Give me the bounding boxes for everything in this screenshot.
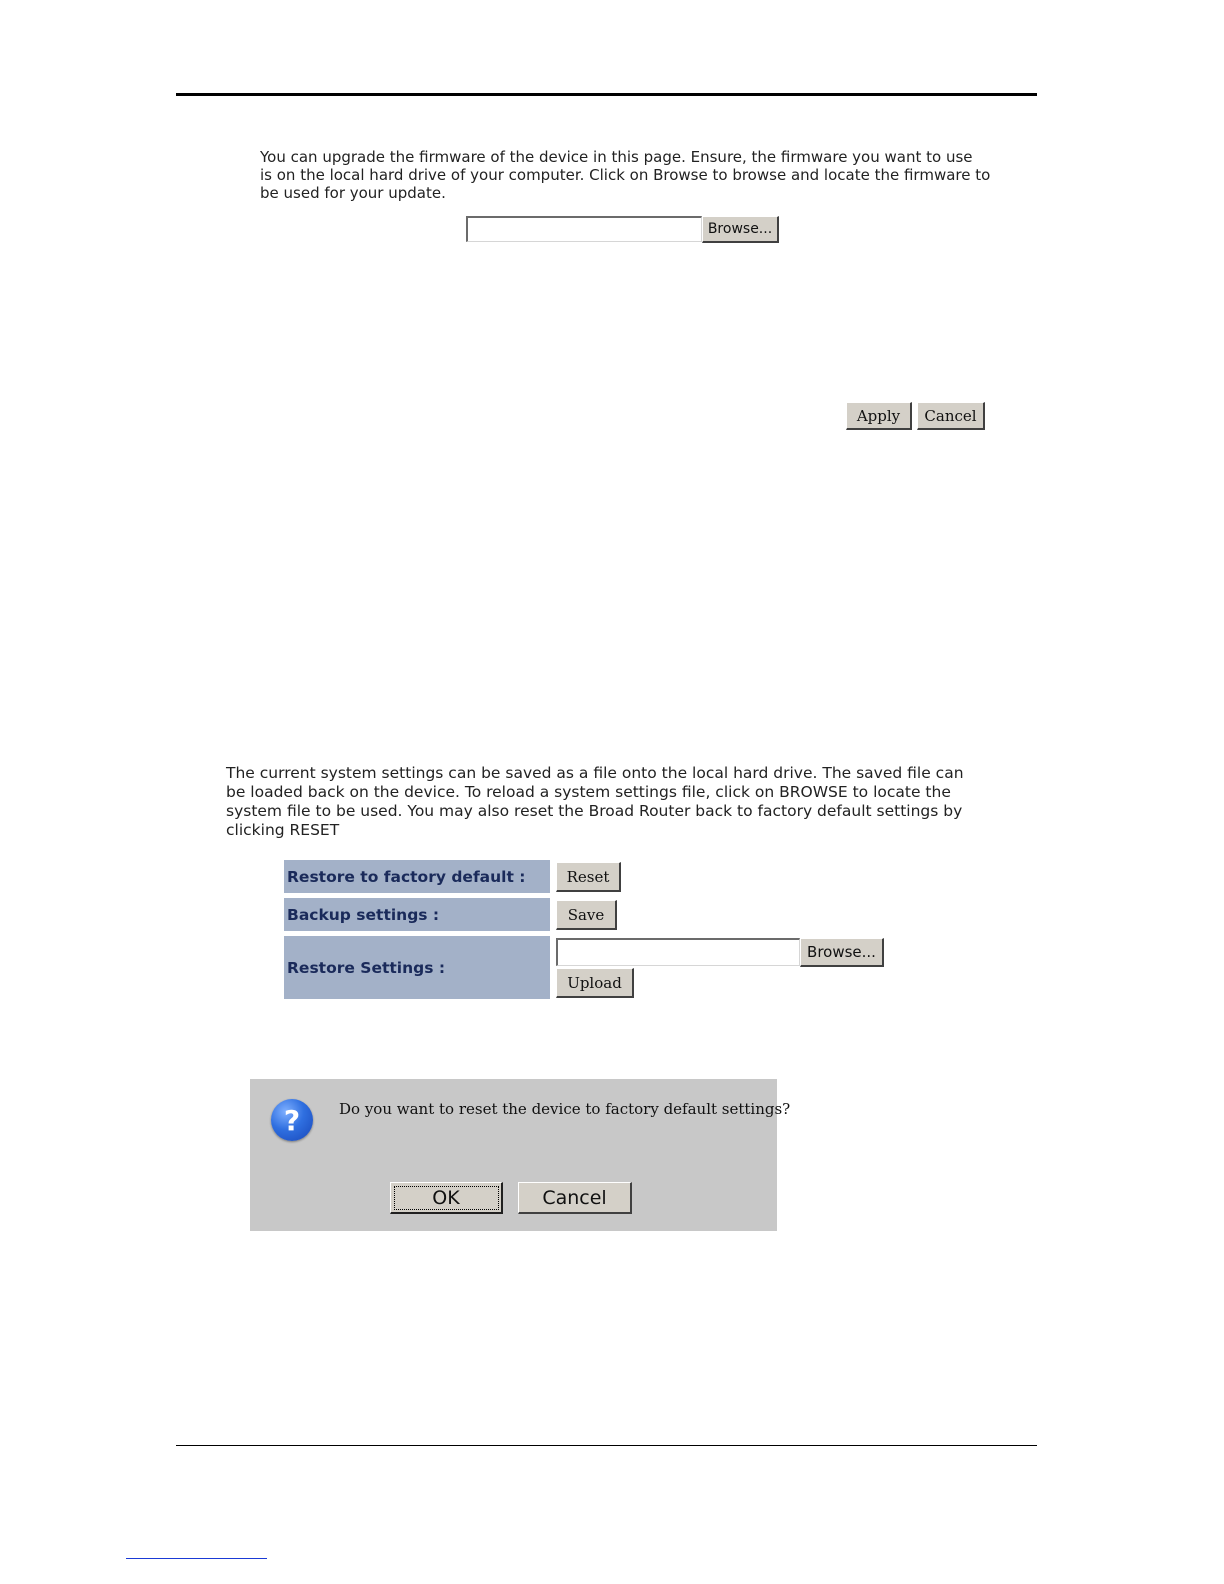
header-rule xyxy=(176,93,1037,96)
cancel-button[interactable]: Cancel xyxy=(917,402,985,430)
restore-settings-label: Restore Settings : xyxy=(284,936,550,999)
dialog-cancel-button[interactable]: Cancel xyxy=(518,1182,632,1214)
firmware-description: You can upgrade the firmware of the device in this page. Ensure, the firmware you want to use is on the local hard drive of your computer. Click on Browse to browse and locate the firmware to be used for your update. xyxy=(260,148,991,202)
backup-settings-label: Backup settings : xyxy=(284,898,550,931)
firmware-file-input[interactable] xyxy=(466,216,702,242)
restore-settings-file-input[interactable] xyxy=(556,938,800,966)
apply-button[interactable]: Apply xyxy=(846,402,912,430)
firmware-browse-button[interactable]: Browse... xyxy=(702,216,779,243)
ok-button[interactable]: OK xyxy=(390,1182,503,1214)
restore-browse-button[interactable]: Browse... xyxy=(800,938,884,967)
footer-link-underline[interactable] xyxy=(126,1558,267,1559)
save-button[interactable]: Save xyxy=(556,900,617,930)
dialog-message: Do you want to reset the device to factory default settings? xyxy=(339,1100,791,1118)
question-icon: ? xyxy=(271,1099,313,1141)
system-settings-description: The current system settings can be saved as a file onto the local hard drive. The saved file can be loaded back on the device. To reload a system settings file, click on BROWSE to locate the system file to be used. You may also reset the Broad Router back to factory default settings by clicking RESET xyxy=(226,764,964,839)
footer-rule xyxy=(176,1445,1037,1446)
upload-button[interactable]: Upload xyxy=(556,968,634,998)
restore-factory-default-label: Restore to factory default : xyxy=(284,860,550,893)
reset-button[interactable]: Reset xyxy=(556,862,621,892)
reset-confirm-dialog xyxy=(250,1079,791,1231)
